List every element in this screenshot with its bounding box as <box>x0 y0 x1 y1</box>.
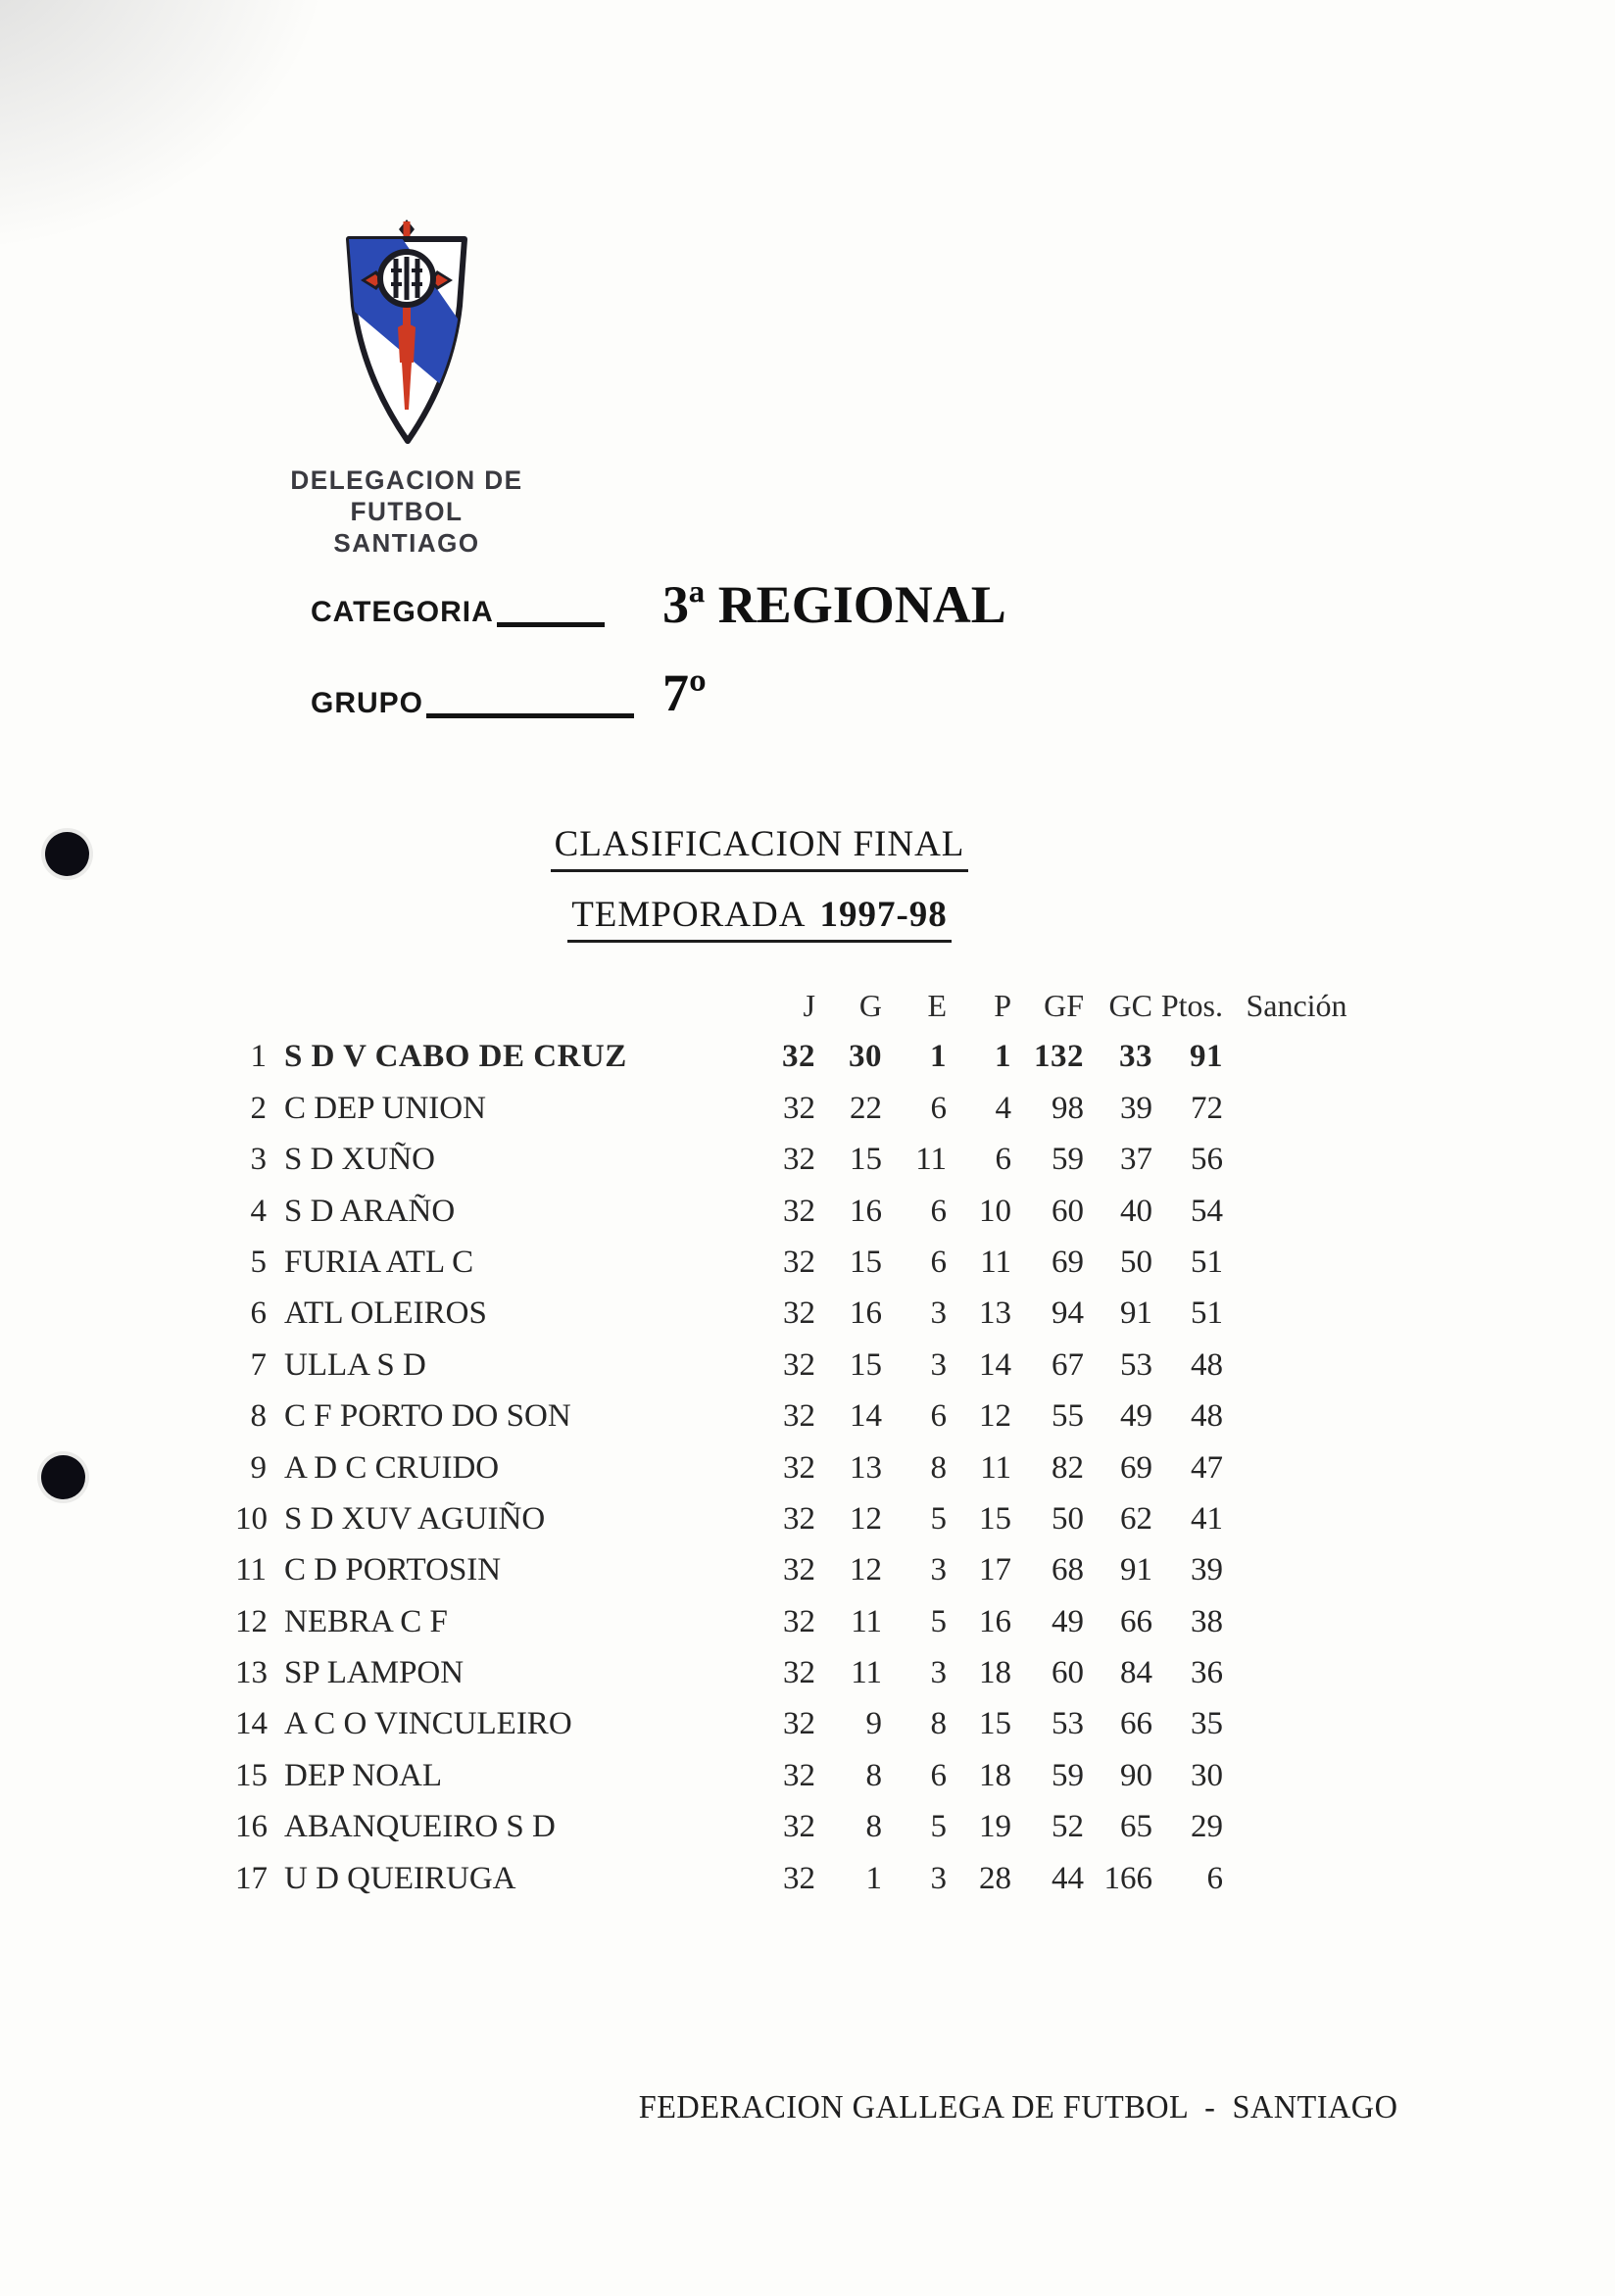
cell-GF: 59 <box>1052 1142 1084 1178</box>
cell-J: 32 <box>783 1295 815 1332</box>
cell-position: 11 <box>235 1552 267 1588</box>
hole-punch-bottom <box>41 1455 85 1499</box>
cell-GF: 49 <box>1052 1603 1084 1639</box>
cell-G: 15 <box>850 1346 882 1383</box>
cell-team-name: FURIA ATL C <box>284 1244 474 1280</box>
title-temporada <box>567 894 952 943</box>
cell-sancion <box>1223 1853 1370 1904</box>
cell-Ptos.: 72 <box>1191 1090 1223 1126</box>
cell-team-name: C D PORTOSIN <box>284 1552 502 1588</box>
cell-sancion <box>1223 1391 1370 1441</box>
cell-P: 6 <box>995 1142 1011 1178</box>
cell-position: 13 <box>235 1655 268 1691</box>
cell-P: 11 <box>980 1244 1011 1280</box>
cell-position: 1 <box>250 1039 267 1075</box>
cell-sancion <box>1223 1186 1370 1237</box>
cell-G: 8 <box>865 1757 882 1793</box>
cell-G: 9 <box>865 1706 882 1742</box>
document-subtitle <box>147 894 1372 943</box>
cell-GF: 98 <box>1052 1090 1084 1126</box>
cell-J: 32 <box>783 1346 815 1383</box>
cell-position: 14 <box>235 1706 268 1742</box>
cell-P: 15 <box>979 1500 1011 1537</box>
cell-sancion <box>1223 1237 1370 1288</box>
cell-Ptos.: 48 <box>1191 1398 1223 1435</box>
header-cell-E: E <box>927 988 947 1023</box>
cell-G: 1 <box>865 1860 882 1896</box>
cell-J: 32 <box>783 1449 815 1486</box>
cell-GC: 49 <box>1120 1398 1152 1435</box>
cell-P: 10 <box>979 1193 1011 1229</box>
cell-GF: 82 <box>1052 1449 1084 1486</box>
cell-team-name: C DEP UNION <box>284 1090 486 1126</box>
title-clasificacion: CLASIFICACION FINAL <box>551 823 969 872</box>
cell-P: 15 <box>979 1706 1011 1742</box>
cell-team-name: S D XUÑO <box>284 1142 436 1178</box>
cell-GC: 62 <box>1120 1500 1152 1537</box>
cell-P: 4 <box>995 1090 1011 1126</box>
cell-J: 32 <box>783 1193 815 1229</box>
cell-sancion <box>1223 1288 1370 1339</box>
cell-P: 1 <box>995 1039 1011 1075</box>
cell-Ptos.: 29 <box>1191 1809 1223 1845</box>
cell-E: 6 <box>930 1193 947 1229</box>
grupo-blank-line <box>426 704 634 718</box>
cell-position: 9 <box>250 1449 267 1486</box>
cell-sancion <box>1223 1340 1370 1391</box>
temporada-label: TEMPORADA <box>571 895 807 935</box>
cell-G: 22 <box>850 1090 882 1126</box>
cell-E: 6 <box>930 1398 947 1435</box>
cell-Ptos.: 47 <box>1191 1449 1223 1486</box>
cell-E: 8 <box>930 1706 947 1742</box>
cell-G: 16 <box>850 1295 882 1332</box>
cell-P: 19 <box>979 1809 1011 1845</box>
header-cell-sancion: Sanción <box>1246 988 1347 1023</box>
cell-E: 6 <box>930 1757 947 1793</box>
cell-E: 5 <box>930 1603 947 1639</box>
cell-G: 11 <box>851 1655 882 1691</box>
cell-GF: 60 <box>1052 1193 1084 1229</box>
hole-punch-top <box>45 832 89 876</box>
cell-J: 32 <box>783 1142 815 1178</box>
cell-G: 8 <box>865 1809 882 1845</box>
cell-E: 5 <box>930 1500 947 1537</box>
header-cell-P: P <box>994 988 1011 1023</box>
cell-J: 32 <box>783 1860 815 1896</box>
header-cell-GC: GC <box>1108 988 1152 1023</box>
cell-P: 17 <box>979 1552 1011 1588</box>
cell-position: 16 <box>235 1809 268 1845</box>
cell-sancion <box>1223 1647 1370 1698</box>
cell-G: 12 <box>850 1552 882 1588</box>
cell-GF: 44 <box>1052 1860 1084 1896</box>
cell-G: 16 <box>850 1193 882 1229</box>
cell-GC: 66 <box>1120 1603 1152 1639</box>
cell-GC: 40 <box>1120 1193 1152 1229</box>
cell-position: 10 <box>235 1500 268 1537</box>
cell-P: 16 <box>979 1603 1011 1639</box>
categoria-blank-line <box>497 612 605 627</box>
cell-position: 8 <box>250 1398 267 1435</box>
cell-P: 11 <box>980 1449 1011 1486</box>
categoria-value: 3ª REGIONAL <box>662 575 1006 634</box>
cell-Ptos.: 51 <box>1191 1244 1223 1280</box>
header-cell-G: G <box>858 988 882 1023</box>
cell-sancion <box>1223 1750 1370 1801</box>
cell-G: 15 <box>850 1244 882 1280</box>
cell-sancion <box>1223 1596 1370 1647</box>
grupo-field <box>311 687 634 720</box>
cell-team-name: S D V CABO DE CRUZ <box>284 1039 627 1075</box>
header-cell-GF: GF <box>1044 988 1084 1023</box>
footer-text: FEDERACION GALLEGA DE FUTBOL - SANTIAGO <box>638 2089 1397 2125</box>
cell-J: 32 <box>783 1655 815 1691</box>
cell-GC: 91 <box>1120 1295 1152 1332</box>
cell-P: 13 <box>979 1295 1011 1332</box>
grupo-label: GRUPO <box>311 687 424 719</box>
cell-team-name: S D ARAÑO <box>284 1193 456 1229</box>
cell-sancion <box>1223 1544 1370 1595</box>
scan-shadow-topleft <box>0 0 333 255</box>
org-line2: SANTIAGO <box>333 528 480 558</box>
categoria-field <box>311 596 605 629</box>
cell-E: 8 <box>930 1449 947 1486</box>
cell-team-name: A C O VINCULEIRO <box>284 1706 572 1742</box>
cell-team-name: C F PORTO DO SON <box>284 1398 571 1435</box>
cell-GC: 39 <box>1120 1090 1152 1126</box>
org-name <box>235 464 578 559</box>
cell-GF: 67 <box>1052 1346 1084 1383</box>
cell-GF: 55 <box>1052 1398 1084 1435</box>
cell-GF: 68 <box>1052 1552 1084 1588</box>
cell-GC: 50 <box>1120 1244 1152 1280</box>
cell-Ptos.: 30 <box>1191 1757 1223 1793</box>
cell-Ptos.: 54 <box>1191 1193 1223 1229</box>
cell-GC: 66 <box>1120 1706 1152 1742</box>
cell-G: 30 <box>849 1039 882 1075</box>
cell-J: 32 <box>783 1706 815 1742</box>
cell-GF: 60 <box>1052 1655 1084 1691</box>
cell-position: 5 <box>250 1244 267 1280</box>
cell-J: 32 <box>783 1090 815 1126</box>
cell-position: 15 <box>235 1757 268 1793</box>
cell-team-name: A D C CRUIDO <box>284 1449 500 1486</box>
cell-team-name: NEBRA C F <box>284 1603 448 1639</box>
cell-Ptos.: 91 <box>1190 1039 1223 1075</box>
cell-GC: 65 <box>1120 1809 1152 1845</box>
cell-G: 14 <box>850 1398 882 1435</box>
cell-E: 3 <box>930 1655 947 1691</box>
cell-E: 1 <box>930 1039 947 1075</box>
cell-E: 6 <box>930 1090 947 1126</box>
header-cell-J: J <box>803 988 815 1023</box>
cell-GF: 50 <box>1052 1500 1084 1537</box>
cell-GC: 53 <box>1120 1346 1152 1383</box>
cell-GF: 69 <box>1052 1244 1084 1280</box>
cell-GF: 52 <box>1052 1809 1084 1845</box>
cell-J: 32 <box>782 1039 815 1075</box>
cell-sancion <box>1223 1442 1370 1493</box>
cell-P: 12 <box>979 1398 1011 1435</box>
cell-GF: 132 <box>1034 1039 1084 1075</box>
cell-sancion <box>1223 1801 1370 1852</box>
header-cell-pos <box>235 980 267 1031</box>
cell-GC: 33 <box>1119 1039 1152 1075</box>
cell-Ptos.: 56 <box>1191 1142 1223 1178</box>
cell-G: 11 <box>851 1603 882 1639</box>
document-title <box>147 823 1372 872</box>
cell-team-name: ULLA S D <box>284 1346 426 1383</box>
cell-GF: 59 <box>1052 1757 1084 1793</box>
cell-GF: 53 <box>1052 1706 1084 1742</box>
cell-team-name: SP LAMPON <box>284 1655 465 1691</box>
cell-J: 32 <box>783 1398 815 1435</box>
header-cell-Ptos.: Ptos. <box>1160 988 1223 1023</box>
cell-G: 13 <box>850 1449 882 1486</box>
cell-position: 3 <box>250 1142 267 1178</box>
cell-G: 15 <box>850 1142 882 1178</box>
cell-P: 28 <box>979 1860 1011 1896</box>
cell-Ptos.: 6 <box>1206 1860 1223 1896</box>
cell-J: 32 <box>783 1244 815 1280</box>
cell-GC: 91 <box>1120 1552 1152 1588</box>
cell-P: 18 <box>979 1757 1011 1793</box>
federation-shield-icon <box>333 218 480 463</box>
org-line1: DELEGACION DE FUTBOL <box>290 465 523 526</box>
cell-sancion <box>1223 1698 1370 1749</box>
cell-sancion <box>1223 1031 1370 1082</box>
cell-position: 4 <box>250 1193 267 1229</box>
cell-sancion <box>1223 1493 1370 1544</box>
cell-E: 5 <box>930 1809 947 1845</box>
cell-position: 7 <box>250 1346 267 1383</box>
temporada-value: 1997-98 <box>819 895 948 935</box>
cell-J: 32 <box>783 1757 815 1793</box>
cell-Ptos.: 41 <box>1191 1500 1223 1537</box>
cell-GF: 94 <box>1052 1295 1084 1332</box>
cell-GC: 90 <box>1120 1757 1152 1793</box>
cell-team-name: S D XUV AGUIÑO <box>284 1500 546 1537</box>
cell-J: 32 <box>783 1603 815 1639</box>
cell-team-name: ABANQUEIRO S D <box>284 1809 556 1845</box>
cell-P: 14 <box>979 1346 1011 1383</box>
cell-Ptos.: 51 <box>1191 1295 1223 1332</box>
standings-table <box>235 980 1370 1904</box>
cell-J: 32 <box>783 1809 815 1845</box>
categoria-label: CATEGORIA <box>311 596 494 628</box>
cell-team-name: ATL OLEIROS <box>284 1295 487 1332</box>
cell-E: 3 <box>930 1860 947 1896</box>
cell-E: 3 <box>930 1552 947 1588</box>
federation-logo <box>235 218 578 559</box>
cell-J: 32 <box>783 1500 815 1537</box>
cell-position: 17 <box>235 1860 268 1896</box>
cell-position: 6 <box>250 1295 267 1332</box>
cell-E: 3 <box>930 1295 947 1332</box>
grupo-value: 7º <box>662 663 707 722</box>
cell-sancion <box>1223 1134 1370 1185</box>
cell-GC: 84 <box>1120 1655 1152 1691</box>
cell-Ptos.: 48 <box>1191 1346 1223 1383</box>
cell-Ptos.: 35 <box>1191 1706 1223 1742</box>
cell-GC: 69 <box>1120 1449 1152 1486</box>
cell-GC: 166 <box>1103 1860 1152 1896</box>
cell-team-name: U D QUEIRUGA <box>284 1860 516 1896</box>
cell-E: 6 <box>930 1244 947 1280</box>
cell-GC: 37 <box>1120 1142 1152 1178</box>
cell-team-name: DEP NOAL <box>284 1757 443 1793</box>
cell-Ptos.: 36 <box>1191 1655 1223 1691</box>
cell-E: 11 <box>915 1142 947 1178</box>
cell-G: 12 <box>850 1500 882 1537</box>
cell-position: 2 <box>250 1090 267 1126</box>
cell-Ptos.: 39 <box>1191 1552 1223 1588</box>
cell-Ptos.: 38 <box>1191 1603 1223 1639</box>
cell-J: 32 <box>783 1552 815 1588</box>
cell-position: 12 <box>235 1603 268 1639</box>
cell-P: 18 <box>979 1655 1011 1691</box>
header-cell-team <box>267 980 753 1031</box>
cell-E: 3 <box>930 1346 947 1383</box>
cell-sancion <box>1223 1083 1370 1134</box>
